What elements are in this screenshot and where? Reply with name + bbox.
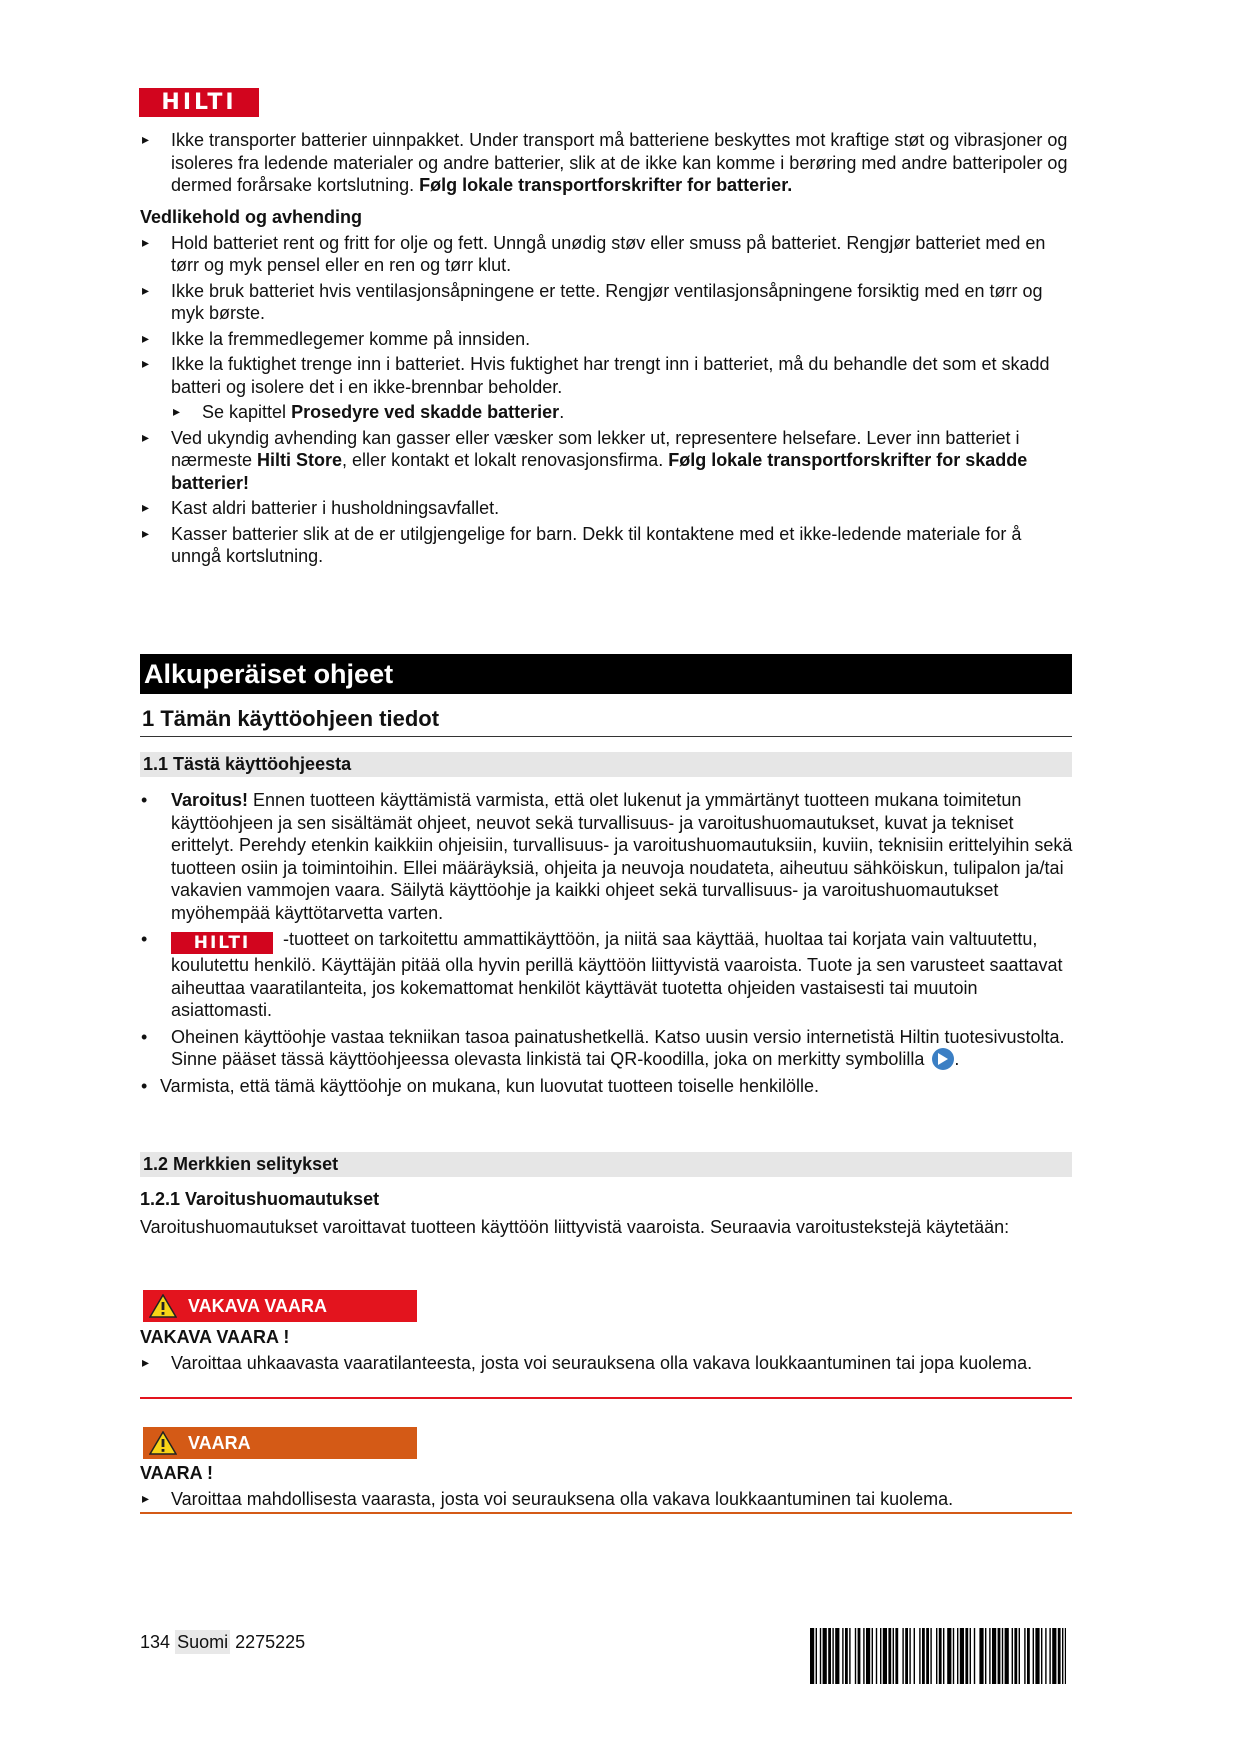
hilti-logo: HILTI (139, 88, 259, 117)
list-item: • Varoitus! Ennen tuotteen käyttämistä varmista, että olet lukenut ja ymmärtänyt tuotteen mukana toimitetun käyttöohjeen ja sen sisältämät ohjeet, neuvot sekä turvallisuus- ja varoitushuomautukset, kuvat ja tekniset erittelyt. Perehdy etenkin kaikkiin ohjeisiin, turvallisuus- ja varoitushuomautuksiin, kuviin, teknisiin erittelyihin sekä tuotteen osiin ja toimintoihin. Ellei määräyksiä, ohjeita ja neuvoja noudateta, aiheutuu sähköiskun, tulipalon ja/tai vakavien vammojen vaara. Säilytä käyttöohje ja kaikki ohjeet sekä turvallisuus- ja varoitushuomautukset myöhempää käyttötarvetta varten. (140, 789, 1075, 924)
maintenance-heading: Vedlikehold og avhending (140, 207, 363, 227)
list-item: ▸ Ikke la fremmedlegemer komme på innsiden. (140, 328, 1075, 351)
list-item: ▸ Ikke bruk batteriet hvis ventilasjonsåpningene er tette. Rengjør ventilasjonsåpningene forsiktig med en tørr og myk børste. (140, 280, 1075, 325)
list-item: ▸ Hold batteriet rent og fritt for olje og fett. Unngå unødig støv eller smuss på batteriet. Rengjør batteriet med en tørr og myk pensel eller en ren og tørr klut. (140, 232, 1075, 277)
warning-label (143, 1427, 417, 1459)
danger-title: VAKAVA VAARA ! (140, 1327, 290, 1347)
section-heading-1-2: 1.2 Merkkien selitykset (140, 1152, 1072, 1177)
maintenance-section (140, 206, 1075, 568)
section-band: Alkuperäiset ohjeet (140, 654, 1072, 694)
danger-description (140, 1326, 1075, 1374)
about-manual-bullets (140, 789, 1075, 1097)
list-item: • Varmista, että tämä käyttöohje on mukana, kun luovutat tuotteen toiselle henkilölle. (140, 1075, 1075, 1098)
list-item: • Oheinen käyttöohje vastaa tekniikan tasoa painatushetkellä. Katso uusin versio internetistä Hiltin tuotesivustolta. Sinne pääset tässä käyttöohjeessa olevasta linkistä tai QR-koodilla, joka on merkitty symbolilla . (140, 1026, 1075, 1071)
transport-bullets (140, 129, 1075, 197)
sub-list-item: ▸ Se kapittel Prosedyre ved skadde batterier. (140, 401, 1075, 424)
language: Suomi (177, 1632, 229, 1652)
doc-number: 2275225 (235, 1632, 306, 1652)
chapter-heading: 1 Tämän käyttöohjeen tiedot (140, 706, 1072, 737)
warning-description (140, 1462, 1075, 1510)
page-number: 134 (140, 1632, 171, 1652)
warnings-intro (140, 1188, 1075, 1238)
warning-triangle-icon (149, 1294, 177, 1318)
list-item: • HILTI -tuotteet on tarkoitettu ammattikäyttöön, ja niitä saa käyttää, huoltaa tai korjata vain valtuutettu, koulutettu henkilö. Käyttäjän pitää olla hyvin perillä käyttöön liittyvistä vaaroista. Tuote ja sen varusteet saattavat aiheuttaa vaaratilanteita, jos kokemattomat henkilöt käyttävät tuotetta ohjeiden vastaisesti tai muutoin asiattomasti. (140, 928, 1075, 1022)
warning-triangle-icon (149, 1431, 177, 1455)
danger-label (143, 1290, 417, 1322)
page-footer (140, 1632, 305, 1653)
warning-title: VAARA ! (140, 1463, 213, 1483)
list-item: ▸ Varoittaa mahdollisesta vaarasta, josta voi seurauksena olla vakava loukkaantuminen tai kuolema. (140, 1488, 1075, 1511)
intro-text: Varoitushuomautukset varoittavat tuotteen käyttöön liittyvistä vaaroista. Seuraavia varoitustekstejä käytetään: (140, 1216, 1010, 1237)
qr-link-icon (932, 1048, 954, 1070)
list-item: ▸ Kast aldri batterier i husholdningsavfallet. (140, 497, 1075, 520)
list-item: ▸ Kasser batterier slik at de er utilgjengelige for barn. Dekk til kontaktene med et ikke-ledende materiale for å unngå kortslutning. (140, 523, 1075, 568)
barcode (810, 1628, 1066, 1684)
warning-label-text: VAARA (188, 1433, 251, 1453)
hilti-logo-inline: HILTI (171, 932, 273, 954)
danger-divider (140, 1397, 1072, 1399)
disposal-item: ▸ Ved ukyndig avhending kan gasser eller væsker som lekker ut, representere helsefare. Lever inn batteriet i nærmeste Hilti Store, eller kontakt et lokalt renovasjonsfirma. Følg lokale transportforskrifter for skadde batterier! (140, 427, 1075, 495)
list-item: ▸ Varoittaa uhkaavasta vaaratilanteesta, josta voi seurauksena olla vakava loukkaantuminen tai jopa kuolema. (140, 1352, 1075, 1375)
section-heading-1-1: 1.1 Tästä käyttöohjeesta (140, 752, 1072, 777)
subsection-heading: 1.2.1 Varoitushuomautukset (140, 1189, 380, 1209)
list-item: ▸ Ikke transporter batterier uinnpakket. Under transport må batteriene beskyttes mot kraftige støt og vibrasjoner og isoleres fra ledende materialer og andre batterier, slik at de ikke kan komme i berøring med andre batteripoler og dermed forårsake kortslutning. Følg lokale transportforskrifter for batterier. (140, 129, 1075, 197)
list-item: ▸ Ikke la fuktighet trenge inn i batteriet. Hvis fuktighet har trengt inn i batteriet, må du behandle det som et skadd batteri og isolere det i en ikke-brennbar beholder. (140, 353, 1075, 398)
danger-label-text: VAKAVA VAARA (188, 1296, 327, 1316)
warning-divider (140, 1512, 1072, 1514)
